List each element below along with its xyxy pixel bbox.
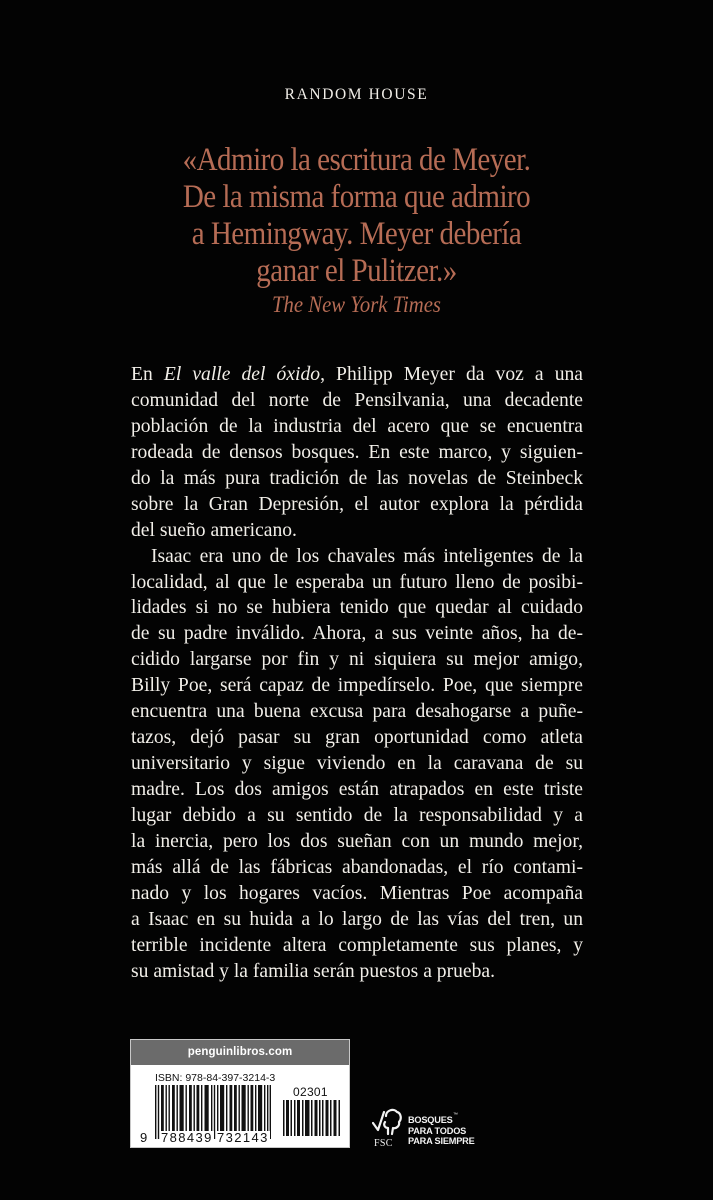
quote-line: «Admiro la escritura de Meyer. <box>182 142 531 178</box>
fsc-tree-check-icon <box>372 1106 402 1140</box>
review-quote <box>0 142 713 320</box>
synopsis-line: lidades si no se hubiera tenido que quedar al cuidado <box>131 597 583 619</box>
synopsis-line: su amistad y la familia serán puestos a prueba. <box>131 960 496 982</box>
synopsis-line: do la más pura tradición de las novelas de Steinbeck <box>131 467 583 489</box>
synopsis-line: En El valle del óxido, Philipp Meyer da voz a una <box>131 364 584 385</box>
synopsis-line: lugar debido a su sentido de la responsabilidad y a <box>131 804 583 826</box>
ean-left-digits: 788439 <box>161 1130 213 1145</box>
synopsis-line: sobre la Gran Depresión, el autor explora la pérdida <box>131 493 583 515</box>
book-title: El valle del óxido <box>163 364 321 385</box>
synopsis-line: terrible incidente altera completamente sus planes, y <box>131 934 583 956</box>
synopsis-line: cidido largarse por fin y ni siquiera su mejor amigo, <box>131 649 583 671</box>
quote-line: a Hemingway. Meyer debería <box>191 216 522 252</box>
synopsis-line: de su padre inválido. Ahora, a sus veinte años, ha de- <box>131 623 583 645</box>
synopsis-line: población de la industria del acero que se encuentra <box>131 415 583 437</box>
synopsis-line: rodeada de densos bosques. En este marco, y siguien- <box>131 441 583 463</box>
synopsis-line: más allá de las fábricas abandonadas, el río contami- <box>131 856 583 878</box>
supplement-code: 02301 <box>293 1085 328 1099</box>
synopsis-line: del sueño americano. <box>131 519 297 541</box>
synopsis-line: la inercia, pero los dos sueñan con un mundo mejor, <box>131 830 583 852</box>
synopsis-line: encuentra una buena excusa para desahogarse a puñe- <box>131 701 583 723</box>
synopsis-line: nado y los hogares vacíos. Mientras Poe acompaña <box>131 882 583 904</box>
barcode-panel <box>130 1039 350 1148</box>
synopsis-line: comunidad del norte de Pensilvania, una decadente <box>131 389 583 411</box>
publisher-name: RANDOM HOUSE <box>284 86 429 103</box>
isbn-label: ISBN: 978-84-397-3214-3 <box>155 1072 276 1084</box>
ean-first-digit: 9 <box>140 1130 148 1145</box>
trademark-symbol: ™ <box>453 1112 458 1118</box>
synopsis-line: madre. Los dos amigos están atrapados en este triste <box>131 779 583 800</box>
fsc-label: FSC <box>374 1138 393 1149</box>
quote-source: The New York Times <box>272 292 441 317</box>
quote-line: De la misma forma que admiro <box>182 179 531 215</box>
quote-line: ganar el Pulitzer.» <box>256 253 457 289</box>
synopsis-line: tazos, dejó pasar su gran oportunidad como atleta <box>131 727 583 749</box>
ean-right-digits: 732143 <box>217 1130 269 1145</box>
synopsis-line: Billy Poe, será capaz de impedírselo. Poe, que siempre <box>131 675 583 697</box>
synopsis <box>131 362 583 985</box>
synopsis-line: localidad, al que le esperaba un futuro lleno de posibi- <box>131 571 583 593</box>
synopsis-line: Isaac era uno de los chavales más inteligentes de la <box>151 545 583 567</box>
publisher-website: penguinlibros.com <box>131 1040 349 1065</box>
fsc-slogan: BOSQUES PARA TODOS PARA SIEMPRE <box>408 1115 475 1147</box>
fsc-logo <box>370 1104 490 1152</box>
synopsis-line: a Isaac en su huida a lo largo de las vías del tren, un <box>131 908 583 930</box>
supplement-barcode-icon <box>283 1100 340 1136</box>
synopsis-line: universitario y sigue viviendo en la caravana de su <box>131 753 583 775</box>
